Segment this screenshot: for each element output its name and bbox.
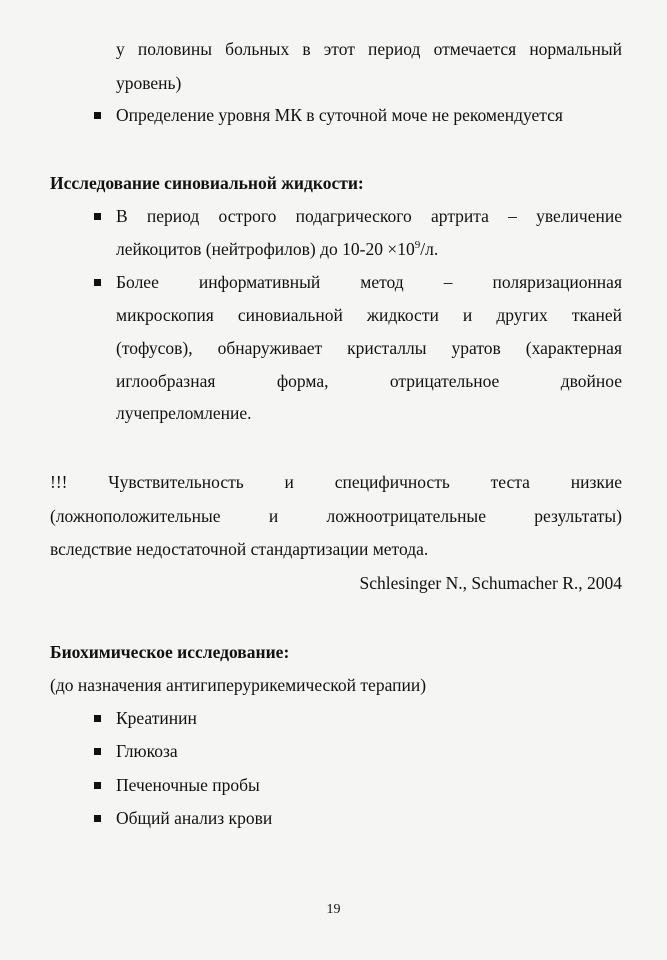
biochem-note: (до назначения антигиперурикемической терапии) — [50, 675, 427, 695]
synovial-heading: Исследование синовиальной жидкости: — [50, 173, 364, 193]
exponent: 9 — [414, 239, 421, 252]
bullet-urine-test: Определение уровня МК в суточной моче не рекомендуется — [116, 105, 563, 125]
biochem-item-creatinine: Креатинин — [116, 708, 197, 728]
biochem-item-blood-count: Общий анализ крови — [116, 808, 273, 828]
bullet-marker — [94, 279, 101, 286]
synovial-item2-line3: (тофусов), обнаруживает кристаллы уратов (характерная — [116, 338, 622, 358]
bullet-marker — [94, 782, 101, 789]
bullet-marker — [94, 715, 101, 722]
unit: /л. — [420, 239, 439, 259]
synovial-item1-line1: В период острого подагрического артрита – увеличение — [116, 206, 622, 226]
warning-line-2: (ложноположительные и ложноотрицательные результаты) — [50, 506, 622, 526]
continuation-line-2: уровень) — [116, 73, 182, 93]
synovial-item1-text: лейкоцитов (нейтрофилов) до 10-20 ×10 — [116, 239, 415, 259]
biochem-heading: Биохимическое исследование: — [50, 642, 290, 662]
bullet-marker — [94, 213, 101, 220]
bullet-marker — [94, 748, 101, 755]
bullet-marker — [94, 112, 101, 119]
synovial-item2-line4: иглообразная форма, отрицательное двойное — [116, 371, 622, 391]
continuation-line-1: у половины больных в этот период отмечается нормальный — [116, 39, 622, 59]
bullet-marker — [94, 815, 101, 822]
synovial-item1-line2 — [116, 238, 438, 260]
citation: Schlesinger N., Schumacher R., 2004 — [359, 573, 622, 593]
page-number: 19 — [326, 902, 341, 917]
biochem-item-glucose: Глюкоза — [116, 741, 178, 761]
synovial-item2-line2: микроскопия синовиальной жидкости и других тканей — [116, 305, 622, 325]
warning-line-1: !!! Чувствительность и специфичность теста низкие — [50, 472, 622, 492]
warning-line-3: вследствие недостаточной стандартизации метода. — [50, 539, 429, 559]
synovial-item2-line1: Более информативный метод – поляризационная — [116, 272, 622, 292]
biochem-item-liver-tests: Печеночные пробы — [116, 775, 260, 795]
synovial-item2-line5: лучепреломление. — [116, 403, 252, 423]
